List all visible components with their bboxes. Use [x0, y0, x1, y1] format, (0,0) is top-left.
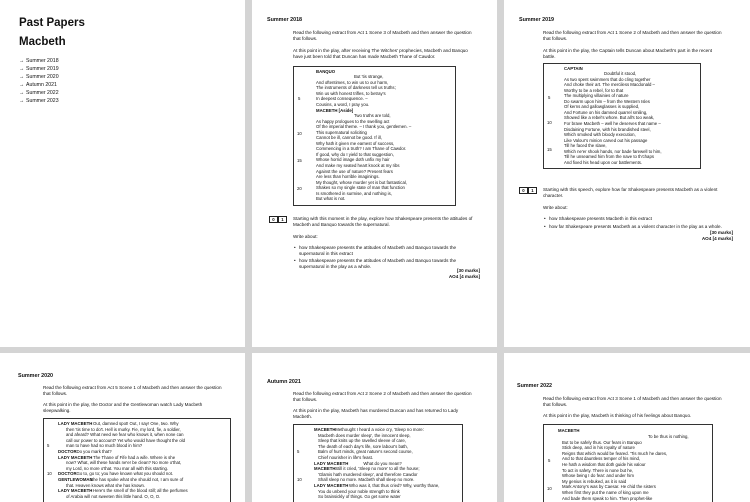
verse-line: Doubtful it stood,	[604, 71, 637, 76]
bullet: •	[544, 216, 546, 221]
speaker-name: MACBETH	[314, 466, 336, 472]
verse-line: Are less than horrible imaginings.	[316, 174, 380, 180]
toc-arrow-icon: →	[19, 65, 25, 72]
page-summer-2019	[504, 0, 750, 347]
verse-line: And oftentimes, to win us to our harm,	[316, 79, 389, 85]
extract-box	[293, 424, 463, 502]
line-number: 15	[297, 158, 302, 163]
intro-line: that follows.	[293, 36, 318, 41]
marks: [30 marks]	[457, 268, 480, 273]
dialogue-line: Methought I heard a voice cry, 'Sleep no more:	[335, 427, 424, 432]
verse-line: This supernatural soliciting	[316, 129, 367, 135]
write-about: Write about:	[293, 234, 318, 239]
toc-link[interactable]: Summer 2020	[26, 73, 59, 80]
verse-line: Commencing in a truth? I am Thane of Cawdor.	[316, 146, 407, 152]
dialogue-line: What do you mean?	[349, 460, 402, 466]
context-line: Macbeth.	[293, 414, 312, 419]
page-summer-2022	[504, 353, 750, 502]
page-summer-2018	[252, 0, 497, 347]
verse-line: Is smothered in surmise, and nothing is,	[316, 190, 392, 196]
question-line: character.	[543, 193, 564, 198]
line-number: 5	[548, 458, 551, 463]
verse-line: Cannot be ill, cannot be good. If ill,	[316, 135, 382, 141]
dialogue-line: Sleep that knits up the ravelled sleeve of care,	[318, 438, 406, 444]
toc-link[interactable]: Summer 2019	[26, 65, 59, 72]
verse-line: Stick deep, and in his royalty of nature	[562, 445, 635, 451]
dialogue-line: 'Glamis hath murdered sleep', and therefore Cawdor	[318, 471, 418, 477]
dialogue-line: Still it cried, 'Sleep no more' to all the house;	[335, 466, 420, 472]
dialogue-line: Macbeth does murder sleep', the innocent sleep,	[318, 432, 411, 438]
cover-subtitle: Macbeth	[19, 36, 66, 48]
verse-line: In deepest consequence. –	[316, 96, 368, 102]
verse-line: Of kerns and gallowglasses is supplied,	[564, 104, 640, 110]
dialogue-line: and afeard? What need we fear who knows it, when none can	[66, 432, 184, 438]
toc-arrow-icon: →	[19, 81, 25, 88]
extract-box	[543, 424, 713, 502]
context-line: At this point in the play, Macbeth is thinking of his feelings about Banquo.	[543, 413, 692, 418]
verse-line: When first they put the name of king upon me	[562, 490, 649, 495]
page-summer-2020	[0, 353, 245, 502]
speaker-name: LADY MACBETH	[314, 460, 349, 466]
toc-link[interactable]: Summer 2022	[26, 89, 59, 96]
bullet-line: supernatural in this extract	[299, 251, 353, 256]
verse-line: To act in safety. There is none but he,	[562, 467, 634, 473]
context-line: sleepwalking.	[43, 408, 71, 413]
context-line: At this point in the play, after receiving The Witches' prophecies, Macbeth and Banquo	[293, 48, 468, 53]
toc-arrow-icon: →	[19, 97, 25, 104]
verse-line: And fixed his head upon our battlements.	[564, 159, 643, 165]
bullet-line: how Shakespeare presents Macbeth in this extract	[549, 216, 652, 221]
dialogue-line: She has spoke what she should not, I am sure of	[90, 477, 184, 482]
speaker-name: LADY MACBETH	[314, 483, 349, 488]
toc-arrow-icon: →	[19, 58, 25, 64]
line-number: 20	[297, 186, 302, 191]
dialogue-line: man to have had so much blood in him?	[66, 443, 143, 449]
verse-line: For brave Macbeth – well he deserves that name –	[564, 120, 661, 126]
intro-line: Read the following extract from Act 5 Scene 1 of Macbeth and then answer the question	[43, 385, 222, 390]
dialogue-line: Who was it, that thus cried? Why, worthy thane,	[349, 483, 440, 488]
dialogue-line: Out, damned spot! Out, I say! One, two. Why	[93, 421, 179, 426]
verse-line: As two spent swimmers that do cling together	[564, 76, 651, 82]
dialogue-line: Here's the smell of the blood still; all the perfumes	[93, 488, 188, 494]
line-number: 15	[547, 147, 552, 152]
toc-link[interactable]: Autumn 2021	[26, 81, 57, 88]
verse-line: Do swarm upon him – from the Western Isles	[564, 98, 650, 104]
context-line: have just been told that Duncan has made Macbeth Thane of Cawdor.	[293, 54, 436, 59]
verse-line: Like Valour's minion carved out his passage	[564, 137, 648, 143]
verse-line: Whose horrid image doth unfix my hair	[316, 157, 390, 163]
speaker-banquo: BANQUO	[316, 69, 336, 74]
verse-line: Showed like a rebel's whore. But all's too weak,	[564, 115, 655, 121]
bullet: •	[294, 245, 296, 250]
verse-line: Cousins, a word, I pray you.	[316, 102, 370, 107]
bullet-line: how far Shakespeare presents Macbeth as a violent character in the play as a whole.	[549, 224, 722, 229]
verse-line: Of the imperial theme. – I thank you, gentlemen. –	[316, 124, 412, 130]
context-line: battle.	[543, 54, 556, 59]
verse-line: As happy prologues to the swelling act	[316, 118, 390, 124]
dialogue-line: of Arabia will not sweeten this little hand. O, O, O.	[66, 493, 161, 499]
verse-line: Till he faced the slave,	[564, 143, 607, 149]
section-heading: Summer 2019	[519, 17, 555, 23]
dialogue-line: So brainsickly of things. Go get some water	[318, 494, 401, 500]
write-about: Write about:	[543, 205, 568, 210]
verse-line: The multiplying villainies of nature	[564, 93, 629, 99]
verse-line: Reigns that which would be feared. 'Tis much he dares,	[562, 450, 668, 456]
verse-line: Mark Antony's was by Caesar. He chid the sisters	[562, 484, 656, 490]
context-line: At this point in the play, Macbeth has murdered Duncan and has returned to Lady	[293, 408, 459, 413]
speaker-name: LADY MACBETH	[58, 421, 93, 426]
bullet-line: supernatural in the play as a whole.	[299, 264, 372, 269]
speaker-name: LADY MACBETH	[58, 454, 93, 460]
verse-line: If good, why do I yield to that suggestion,	[316, 151, 394, 157]
verse-line: Win us with honest trifles, to betray's	[316, 90, 386, 96]
verse-line: My genius is rebuked, as it is said	[562, 478, 627, 484]
marks: [30 marks]	[710, 230, 733, 235]
verse-line: Disdaining Fortune, with his brandished steel,	[564, 126, 651, 132]
verse-line: And make my seated heart knock at my ribs	[316, 162, 400, 168]
line-number: 10	[547, 120, 552, 125]
bullet-line: how Shakespeare presents the attitudes of Macbeth and Banquo towards the	[299, 245, 457, 250]
dialogue-line: that. Heaven knows what she has known.	[66, 482, 146, 488]
verse-line: And choke their art. The merciless Macdonald –	[564, 82, 655, 88]
verse-line: And Fortune on his damned quarrel smiling,	[564, 109, 648, 115]
line-number: 5	[297, 449, 300, 455]
verse-line: And to that dauntless temper of his mind,	[562, 456, 641, 462]
verse-line: But what is not.	[316, 196, 346, 202]
intro-line: Read the following extract from Act 1 Scene 3 of Macbeth and then answer the question	[293, 30, 472, 35]
intro-line: that follows.	[293, 397, 318, 402]
dialogue-line: Shall sleep no more. Macbeth shall sleep no more.	[318, 477, 415, 483]
dialogue-line: Balm of hurt minds, great nature's second course,	[318, 449, 413, 455]
question-number-box: 0	[519, 187, 528, 194]
verse-line: Two truths are told,	[354, 113, 391, 118]
section-heading: Autumn 2021	[267, 379, 301, 385]
ao-marks: AO4 [4 marks]	[701, 236, 733, 241]
verse-line: Shakes so my single state of man that function	[316, 185, 405, 191]
question-number-box: 1	[528, 187, 537, 194]
dialogue-line: Do you mark that?	[76, 449, 112, 454]
toc-link[interactable]: Summer 2018	[26, 58, 59, 64]
speaker-name: MACBETH	[314, 427, 336, 432]
intro-line: Read the following extract from Act 3 Scene 1 of Macbeth and then answer the question	[543, 396, 722, 401]
toc-link[interactable]: Summer 2023	[26, 97, 59, 104]
dialogue-line: The Thane of Fife had a wife. Where is she	[93, 454, 176, 460]
bullet: •	[544, 224, 546, 229]
intro-line: Read the following extract from Act 1 Scene 2 of Macbeth and then answer the question	[543, 30, 722, 35]
speaker-captain: CAPTAIN	[564, 66, 583, 71]
line-number: 10	[47, 471, 52, 477]
line-number: 5	[548, 95, 551, 100]
intro-line: that follows.	[543, 36, 568, 41]
cover-title: Past Papers	[19, 17, 85, 29]
section-heading: Summer 2022	[517, 383, 553, 389]
dialogue-line: call our power to account? Yet who would have thought the old	[66, 437, 185, 443]
cover-page	[0, 0, 245, 347]
verse-line: But to be safely thus. Our fears in Banquo	[562, 439, 642, 445]
verse-line: And bade them speak to him. Then prophet-like	[562, 495, 653, 501]
verse-line: Against the use of nature? Present fears	[316, 168, 393, 174]
verse-line: Worthy to be a rebel, for to that	[564, 87, 624, 93]
verse-line: My thought, whose murder yet is but fantastical,	[316, 179, 407, 185]
verse-line: Which ne'er shook hands, nor bade farewell to him,	[564, 148, 662, 154]
question-line: Starting with this moment in the play, explore how Shakespeare presents the attitudes of	[293, 216, 473, 221]
dialogue-line: then 'tis time to do't. Hell is murky. Fie, my lord, fie, a soldier,	[66, 426, 181, 432]
context-line: At this point in the play, the Captain tells Duncan about Macbeth's part in the recent	[543, 48, 713, 53]
dialogue-line: now? What, will these hands ne'er be clean? No more o'that,	[66, 460, 182, 466]
intro-line: Read the following extract from Act 2 Scene 2 of Macbeth and then answer the question	[293, 391, 472, 396]
dialogue-line: my Lord, no more o'that. You mar all with this starting.	[66, 465, 169, 471]
dialogue-line: Go to, go to; you have known what you should not.	[76, 471, 174, 477]
section-heading: Summer 2020	[18, 373, 54, 379]
verse-line: Till he unseamed him from the nave to th'chaps	[564, 154, 654, 160]
line-number: 5	[47, 443, 50, 449]
question-number-box: 1	[278, 216, 287, 223]
section-heading: Summer 2018	[267, 17, 303, 23]
bullet: •	[294, 258, 296, 263]
intro-line: that follows.	[43, 391, 68, 396]
line-number: 10	[297, 477, 302, 483]
intro-line: that follows.	[543, 402, 568, 407]
speaker-macbeth: MACBETH	[558, 428, 580, 433]
verse-line: The instruments of darkness tell us truths;	[316, 85, 396, 91]
page-autumn-2021	[252, 353, 497, 502]
extract-box	[543, 63, 701, 169]
speaker-name: LADY MACBETH	[58, 488, 93, 494]
bullet-line: how Shakespeare presents the attitudes of Macbeth and Banquo towards the	[299, 258, 457, 263]
question-number-box: 0	[269, 216, 278, 223]
extract-box	[293, 66, 456, 206]
line-number: 5	[298, 96, 301, 101]
question-line: Macbeth and Banquo towards the supernatural.	[293, 222, 390, 227]
speaker-macbeth: MACBETH [Aside]	[316, 108, 354, 113]
speaker-name: GENTLEWOMAN	[58, 477, 93, 482]
verse-line: Which smoked with bloody execution,	[564, 132, 636, 138]
verse-line: But 'tis strange,	[354, 74, 384, 79]
context-line: At this point in the play, the Doctor and the Gentlewoman watch Lady Macbeth	[43, 402, 203, 407]
speaker-name: DOCTOR	[58, 449, 77, 454]
line-number: 10	[297, 131, 302, 136]
verse-line: Why hath it given me earnest of success,	[316, 140, 395, 146]
toc-arrow-icon: →	[19, 89, 25, 96]
verse-line: Whose being I do fear: and under him	[562, 473, 634, 479]
line-number: 10	[547, 486, 552, 491]
dialogue-line: The death of each day's life, sore labour's bath,	[318, 443, 409, 449]
dialogue-line: You do unbend your noble strength to think	[318, 488, 400, 494]
question-line: Starting with this speech, explore how far Shakespeare presents Macbeth as a violent	[543, 187, 718, 192]
extract-box	[43, 418, 231, 502]
verse-line: He hath a wisdom that doth guide his valour	[562, 462, 646, 467]
speaker-name: DOCTOR	[58, 471, 77, 477]
dialogue-line: Chief nourisher in life's feast.	[318, 455, 374, 460]
verse-line: To be thus is nothing,	[648, 434, 689, 439]
ao-marks: AO4 [4 marks]	[448, 274, 480, 279]
toc-arrow-icon: →	[19, 73, 25, 80]
